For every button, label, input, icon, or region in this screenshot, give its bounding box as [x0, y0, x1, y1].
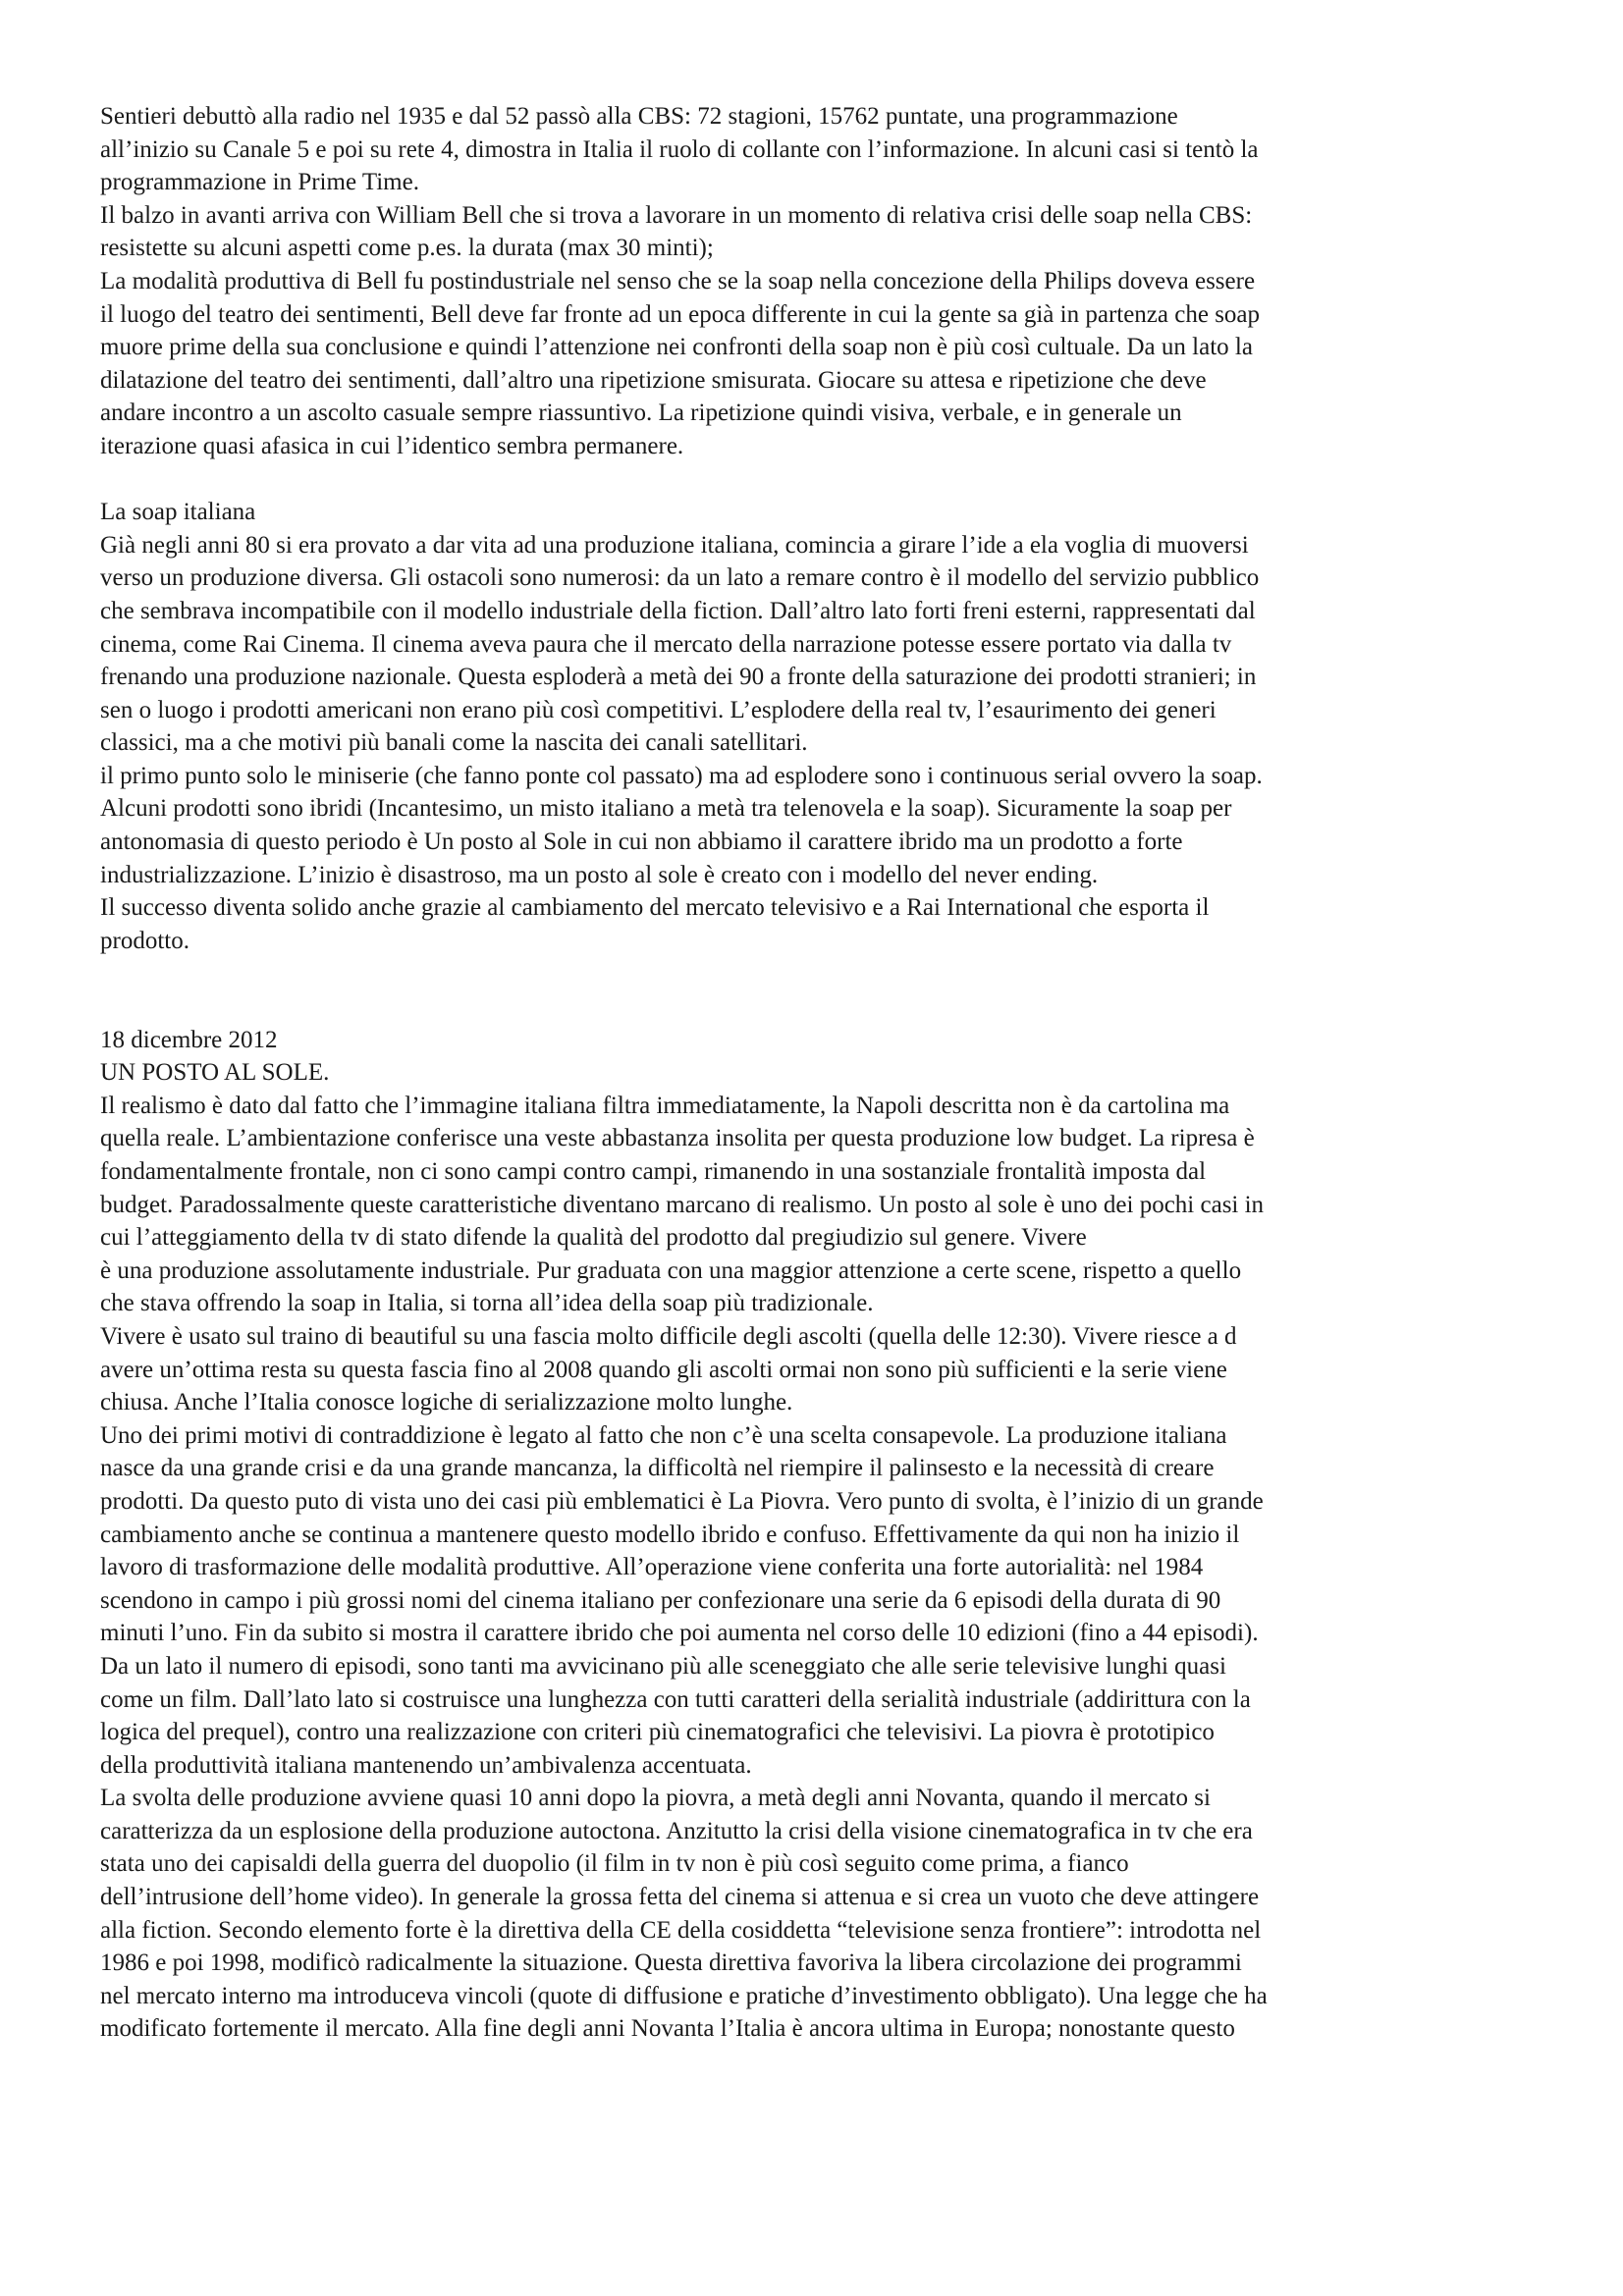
text-line: sen o luogo i prodotti americani non erano più così competitivi. L’esplodere della real tv, l’esaurimento dei generi	[100, 696, 1217, 723]
text-line: andare incontro a un ascolto casuale sempre riassuntivo. La ripetizione quindi visiva, verbale, e in generale un	[100, 400, 1182, 427]
text-line	[100, 2079, 1543, 2112]
text-line: cinema, come Rai Cinema. Il cinema aveva paura che il mercato della narrazione potesse essere portato via dalla tv	[100, 630, 1232, 658]
text-line: nel mercato interno ma introduceva vincoli (quote di diffusione e pratiche d’investimento obbligato). Una legge che ha	[100, 1982, 1268, 2009]
text-line	[100, 2111, 1543, 2145]
text-line: che stava offrendo la soap in Italia, si torna all’idea della soap più tradizionale.	[100, 1290, 874, 1317]
section-soap-italiana	[100, 496, 1543, 957]
text-line: programmazione in Prime Time.	[100, 169, 419, 196]
section-soap-history	[100, 100, 1543, 463]
text-line: cambiamento anche se continua a mantenere questo modello ibrido e confuso. Effettivamente da qui non ha inizio il	[100, 1521, 1240, 1548]
text-line: 1986 e poi 1998, modificò radicalmente la situazione. Questa direttiva favoriva la libera circolazione dei programmi	[100, 1949, 1242, 1977]
text-line: il primo punto solo le miniserie (che fanno ponte col passato) ma ad esplodere sono i continuous serial ovvero la soap.	[100, 762, 1263, 789]
text-line: della produttività italiana mantenendo un’ambivalenza accentuata.	[100, 1751, 752, 1779]
text-line: industrializzazione. L’inizio è disastroso, ma un posto al sole è creato con i modello del never ending.	[100, 861, 1099, 888]
lecture-date: 18 dicembre 2012	[100, 1026, 278, 1053]
text-line: budget. Paradossalmente queste caratteristiche diventano marcano di realismo. Un posto al sole è uno dei pochi casi in	[100, 1191, 1265, 1218]
text-line	[100, 2046, 1543, 2079]
text-line: cui l’atteggiamento della tv di stato difende la qualità del prodotto dal pregiudizio sul genere. Vivere	[100, 1224, 1087, 1252]
text-line: Uno dei primi motivi di contraddizione è legato al fatto che non c’è una scelta consapevole. La produzione italiana	[100, 1421, 1227, 1449]
text-line: Da un lato il numero di episodi, sono tanti ma avvicinano più alle sceneggiato che alle serie televisive lunghi quasi	[100, 1652, 1226, 1680]
text-line: frenando una produzione nazionale. Questa esploderà a metà dei 90 a fronte della saturazione dei prodotti stranieri; in	[100, 664, 1257, 691]
text-line: verso un produzione diversa. Gli ostacoli sono numerosi: da un lato a remare contro è il modello del servizio pubblico	[100, 564, 1260, 592]
text-line: Il balzo in avanti arriva con William Bell che si trova a lavorare in un momento di relativa crisi delle soap nella CBS:	[100, 201, 1253, 229]
text-line: nasce da una grande crisi e da una grande mancanza, la difficoltà nel riempire il palinsesto e la necessità di creare	[100, 1455, 1215, 1482]
text-line: all’inizio su Canale 5 e poi su rete 4, dimostra in Italia il ruolo di collante con l’informazione. In alcuni casi si tentò la	[100, 135, 1259, 163]
text-line: è una produzione assolutamente industriale. Pur graduata con una maggior attenzione a certe scene, rispetto a quello	[100, 1256, 1242, 1284]
text-line: chiusa. Anche l’Italia conosce logiche di serializzazione molto lunghe.	[100, 1389, 793, 1416]
paragraph-spacer	[100, 957, 1543, 1023]
text-line: Già negli anni 80 si era provato a dar vita ad una produzione italiana, comincia a girare l’ide a ela voglia di muoversi	[100, 531, 1249, 559]
section-heading: La soap italiana	[100, 499, 256, 526]
paragraph-spacer	[100, 463, 1543, 497]
text-line: La svolta delle produzione avviene quasi 10 anni dopo la piovra, a metà degli anni Novanta, quando il mercato si	[100, 1785, 1211, 1812]
text-line: stata uno dei capisaldi della guerra del duopolio (il film in tv non è più così seguito come prima, a fianco	[100, 1850, 1129, 1878]
text-line: Alcuni prodotti sono ibridi (Incantesimo, un misto italiano a metà tra telenovela e la soap). Sicuramente la soap per	[100, 795, 1232, 823]
text-line: prodotto.	[100, 927, 189, 954]
text-line: modificato fortemente il mercato. Alla fine degli anni Novanta l’Italia è ancora ultima in Europa; nonostante questo	[100, 2015, 1235, 2043]
section-heading: UN POSTO AL SOLE.	[100, 1059, 330, 1087]
text-line: dell’intrusione dell’home video). In generale la grossa fetta del cinema si attenua e si crea un vuoto che deve attingere	[100, 1884, 1260, 1911]
text-line: antonomasia di questo periodo è Un posto al Sole in cui non abbiamo il carattere ibrido ma un prodotto a forte	[100, 828, 1183, 856]
text-line: prodotti. Da questo puto di vista uno dei casi più emblematici è La Piovra. Vero punto di svolta, è l’inizio di un grande	[100, 1487, 1264, 1515]
text-line: Sentieri debuttò alla radio nel 1935 e dal 52 passò alla CBS: 72 stagioni, 15762 puntate, una programmazione	[100, 103, 1178, 130]
section-un-posto-al-sole	[100, 1024, 1543, 2211]
text-line: resistette su alcuni aspetti come p.es. la durata (max 30 minti);	[100, 235, 714, 262]
text-line: logica del prequel), contro una realizzazione con criteri più cinematografici che televisivi. La piovra è prototipico	[100, 1719, 1215, 1746]
text-line: avere un’ottima resta su questa fascia fino al 2008 quando gli ascolti ormai non sono più sufficienti e la serie viene	[100, 1356, 1227, 1383]
text-line: il luogo del teatro dei sentimenti, Bell deve far fronte ad un epoca differente in cui la gente sa già in partenza che soap	[100, 300, 1261, 328]
text-line	[100, 2145, 1543, 2178]
text-line: come un film. Dall’lato lato si costruisce una lunghezza con tutti caratteri della serialità industriale (addirittura con la	[100, 1685, 1251, 1713]
text-line: Il realismo è dato dal fatto che l’immagine italiana filtra immediatamente, la Napoli descritta non è da cartolina ma	[100, 1092, 1230, 1119]
text-line: Il successo diventa solido anche grazie al cambiamento del mercato televisivo e a Rai International che esporta il	[100, 894, 1210, 922]
text-line: iterazione quasi afasica in cui l’identico sembra permanere.	[100, 432, 684, 459]
text-line: classici, ma a che motivi più banali come la nascita dei canali satellitari.	[100, 729, 808, 757]
text-line: quella reale. L’ambientazione conferisce una veste abbastanza insolita per questa produzione low budget. La ripresa è	[100, 1125, 1255, 1152]
text-line: La modalità produttiva di Bell fu postindustriale nel senso che se la soap nella concezione della Philips doveva essere	[100, 267, 1256, 294]
text-line: dilatazione del teatro dei sentimenti, dall’altro una ripetizione smisurata. Giocare su attesa e ripetizione che deve	[100, 366, 1207, 394]
text-line: caratterizza da un esplosione della produzione autoctona. Anzitutto la crisi della visione cinematografica in tv che era	[100, 1817, 1253, 1844]
text-line	[100, 2177, 1543, 2211]
document-page	[100, 100, 1543, 2211]
text-line: che sembrava incompatibile con il modello industriale della fiction. Dall’altro lato forti freni esterni, rappresentati dal	[100, 597, 1256, 624]
text-line: Vivere è usato sul traino di beautiful su una fascia molto difficile degli ascolti (quella delle 12:30). Vivere riesce a d	[100, 1322, 1237, 1350]
text-line: lavoro di trasformazione delle modalità produttive. All’operazione viene conferita una forte autorialità: nel 1984	[100, 1554, 1204, 1581]
text-line: fondamentalmente frontale, non ci sono campi contro campi, rimanendo in una sostanziale frontalità imposta dal	[100, 1158, 1207, 1185]
text-line: muore prime della sua conclusione e quindi l’attenzione nei confronti della soap non è più così cultuale. Da un lato la	[100, 334, 1253, 361]
text-line: minuti l’uno. Fin da subito si mostra il carattere ibrido che poi aumenta nel corso delle 10 edizioni (fino a 44 episodi).	[100, 1620, 1259, 1647]
text-line: scendono in campo i più grossi nomi del cinema italiano per confezionare una serie da 6 episodi della durata di 90	[100, 1586, 1221, 1614]
text-line: alla fiction. Secondo elemento forte è la direttiva della CE della cosiddetta “televisione senza frontiere”: introdotta nel	[100, 1916, 1262, 1944]
